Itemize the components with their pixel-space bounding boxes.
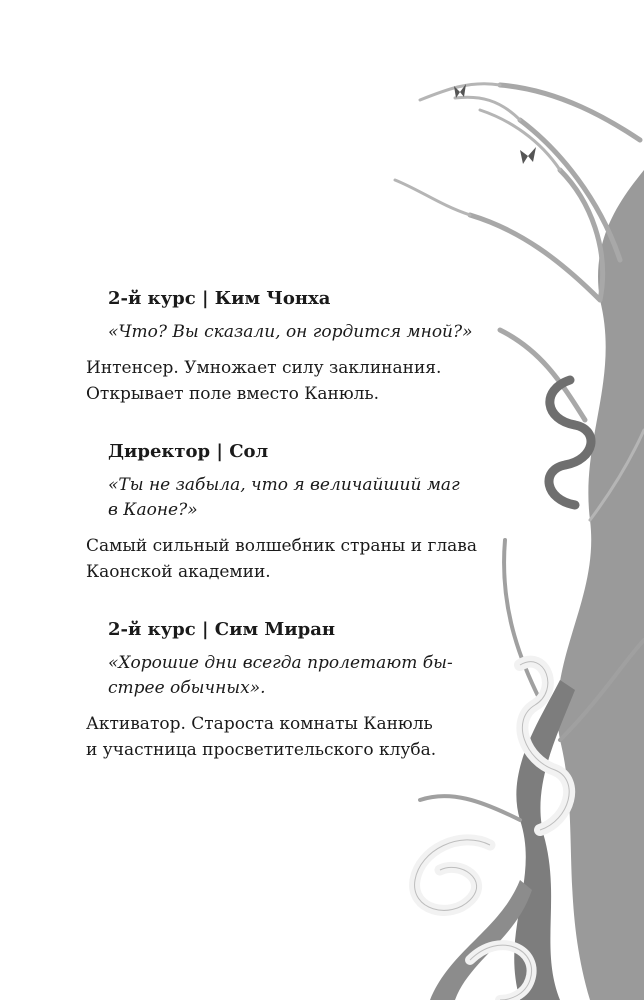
character-entry-sol xyxy=(86,439,506,585)
character-list xyxy=(86,286,506,795)
character-quote: «Ты не забыла, что я величайший маг в Каоне?» xyxy=(108,475,460,520)
character-heading: 2-й курс | Сим Миран xyxy=(108,619,336,640)
character-heading: 2-й курс | Ким Чонха xyxy=(108,288,331,309)
character-quote: «Что? Вы сказали, он гордится мной?» xyxy=(108,322,473,342)
character-entry-kim-chonha xyxy=(86,286,506,407)
character-quote: «Хорошие дни всегда пролетают бы- стрее обычных». xyxy=(108,653,453,698)
character-entry-sim-miran xyxy=(86,617,506,763)
character-description: Самый сильный волшебник страны и глава Каонской академии. xyxy=(86,536,478,582)
character-description: Интенсер. Умножает силу заклинания. Открывает поле вместо Канюль. xyxy=(86,358,442,404)
character-description: Активатор. Староста комнаты Канюль и участница просветительского клуба. xyxy=(86,714,437,760)
character-heading: Директор | Сол xyxy=(108,441,269,462)
